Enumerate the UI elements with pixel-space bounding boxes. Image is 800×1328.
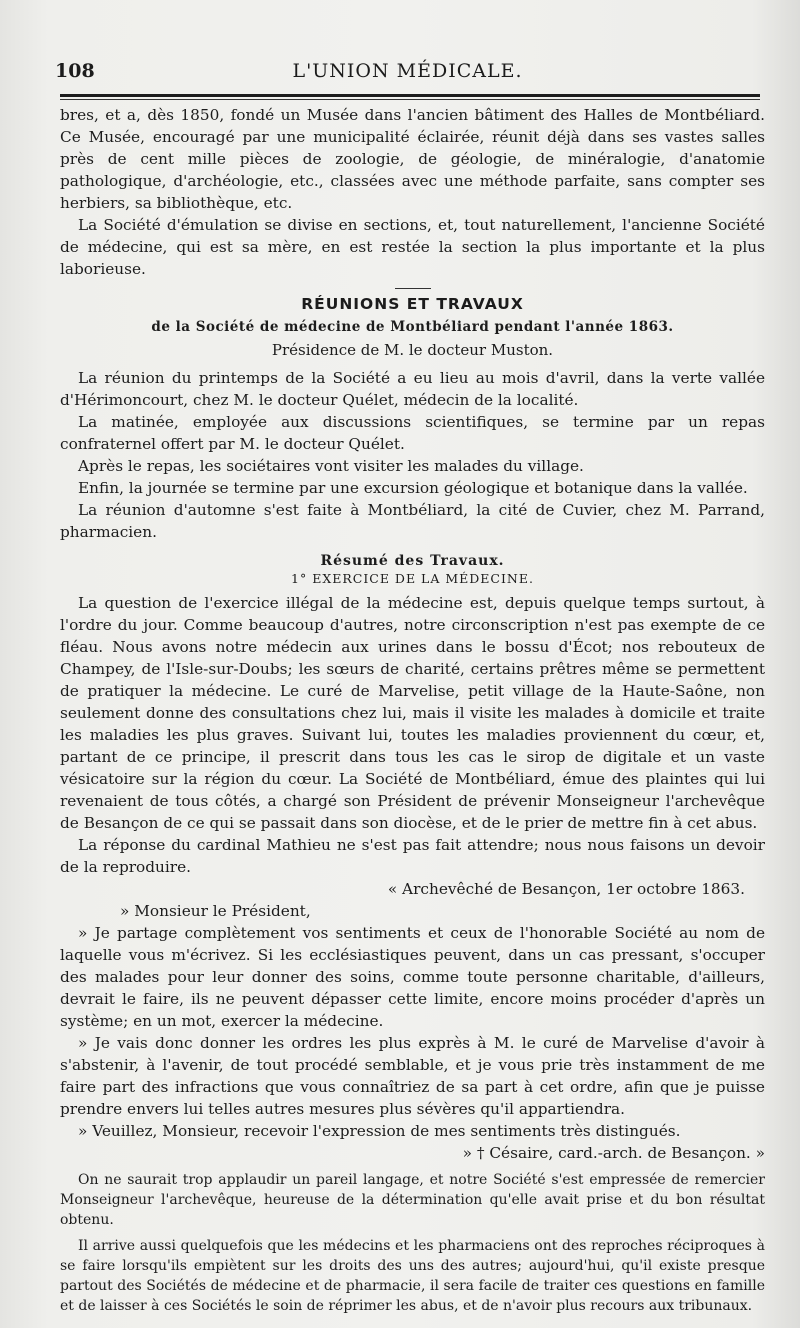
header-rule	[60, 94, 760, 97]
letter-salutation: » Monsieur le Président,	[120, 902, 311, 920]
header-rule-thin	[60, 99, 760, 100]
paragraph: La Société d'émulation se divise en sections, et, tout naturellement, l'ancienne Société de médecine, qui est sa mère, en est restée la section la plus importante et la plus laborieuse.	[60, 216, 765, 278]
letter-paragraph: » Veuillez, Monsieur, recevoir l'expression de mes sentiments très distingués.	[78, 1122, 681, 1140]
page-header	[55, 60, 760, 90]
letter-paragraph: » Je partage complètement vos sentiments et ceux de l'honorable Société au nom de laquelle vous m'écrivez. Si les ecclésiastiques peuvent, dans un cas pressant, s'occuper des malades pour leur donner des soins, comme toute personne charitable, d'ailleurs, devrait le faire, ils ne peuvent dépasser cette limite, encore moins procéder d'après un système; en un mot, exercer la médecine.	[60, 924, 765, 1030]
paragraph: La réunion du printemps de la Société a eu lieu au mois d'avril, dans la verte vallée d'Hérimoncourt, chez M. le docteur Quélet, médecin de la localité.	[60, 369, 765, 409]
section-divider	[395, 288, 431, 289]
running-title: L'UNION MÉDICALE.	[292, 60, 523, 82]
page-body	[60, 104, 765, 1316]
letter-signature: » † Césaire, card.-arch. de Besançon. »	[462, 1144, 765, 1162]
section-title: RÉUNIONS ET TRAVAUX	[301, 295, 524, 313]
paragraph: Il arrive aussi quelquefois que les médecins et les pharmaciens ont des reproches réciproques à se faire lorsqu'ils empiètent sur les droits des uns des autres; aujourd'hui, qu'il existe presque partout des Sociétés de médecine et de pharmacie, il sera facile de traiter ces questions en famille et de laisser à ces Sociétés le soin de réprimer les abus, et de n'avoir plus recours aux tribunaux.	[60, 1238, 765, 1314]
letter-dateline: « Archevêché de Besançon, 1er octobre 1863.	[387, 880, 745, 898]
section-subtitle: de la Société de médecine de Montbéliard pendant l'année 1863.	[151, 319, 674, 335]
subsection-title: 1° EXERCICE DE LA MÉDECINE.	[291, 571, 534, 586]
paragraph: La matinée, employée aux discussions scientifiques, se termine par un repas confraternel offert par M. le docteur Quélet.	[60, 413, 765, 453]
paragraph: La réunion d'automne s'est faite à Montbéliard, la cité de Cuvier, chez M. Parrand, pharmacien.	[60, 501, 765, 541]
resume-title: Résumé des Travaux.	[320, 553, 505, 569]
paragraph: Après le repas, les sociétaires vont visiter les malades du village.	[78, 457, 584, 475]
page-number: 108	[55, 60, 95, 82]
paragraph: On ne saurait trop applaudir un pareil langage, et notre Société s'est empressée de remercier Monseigneur l'archevêque, heureuse de la détermination qu'elle avait prise et du bon résultat obtenu.	[60, 1172, 765, 1228]
paragraph: La réponse du cardinal Mathieu ne s'est pas fait attendre; nous nous faisons un devoir de la reproduire.	[60, 836, 765, 876]
paragraph: La question de l'exercice illégal de la médecine est, depuis quelque temps surtout, à l'ordre du jour. Comme beaucoup d'autres, notre circonscription n'est pas exempte de ce fléau. Nous avons notre médecin aux urines dans le bossu d'Écot; nos rebouteux de Champey, de l'Isle-sur-Doubs; les sœurs de charité, certains prêtres même se permettent de pratiquer la médecine. Le curé de Marvelise, petit village de la Haute-Saône, non seulement donne des consultations chez lui, mais il visite les malades à domicile et traite les maladies les plus graves. Suivant lui, toutes les maladies proviennent du cœur, et, partant de ce principe, il prescrit dans tous les cas le sirop de digitale et un vaste vésicatoire sur la région du cœur. La Société de Montbéliard, émue des plaintes qui lui revenaient de tous côtés, a chargé son Président de prévenir Monseigneur l'archevêque de Besançon de ce qui se passait dans son diocèse, et de le prier de mettre fin à cet abus.	[60, 594, 765, 832]
letter-paragraph: » Je vais donc donner les ordres les plus exprès à M. le curé de Marvelise d'avoir à s'abstenir, à l'avenir, de tout procédé semblable, et je vous prie très instamment de me faire part des infractions que vous connaîtriez de sa part à cet ordre, afin que je puisse prendre envers lui telles autres mesures plus sévères qu'il appartiendra.	[60, 1034, 765, 1118]
paragraph: Enfin, la journée se termine par une excursion géologique et botanique dans la vallée.	[78, 479, 748, 497]
paragraph: bres, et a, dès 1850, fondé un Musée dans l'ancien bâtiment des Halles de Montbéliard. Ce Musée, encouragé par une municipalité éclairée, réunit déjà dans ses vastes salles près de cent mille pièces de zoologie, de géologie, de minéralogie, d'anatomie pathologique, d'archéologie, etc., classées avec une méthode parfaite, sans compter ses herbiers, sa bibliothèque, etc.	[60, 106, 765, 212]
presidence-line: Présidence de M. le docteur Muston.	[271, 341, 554, 359]
